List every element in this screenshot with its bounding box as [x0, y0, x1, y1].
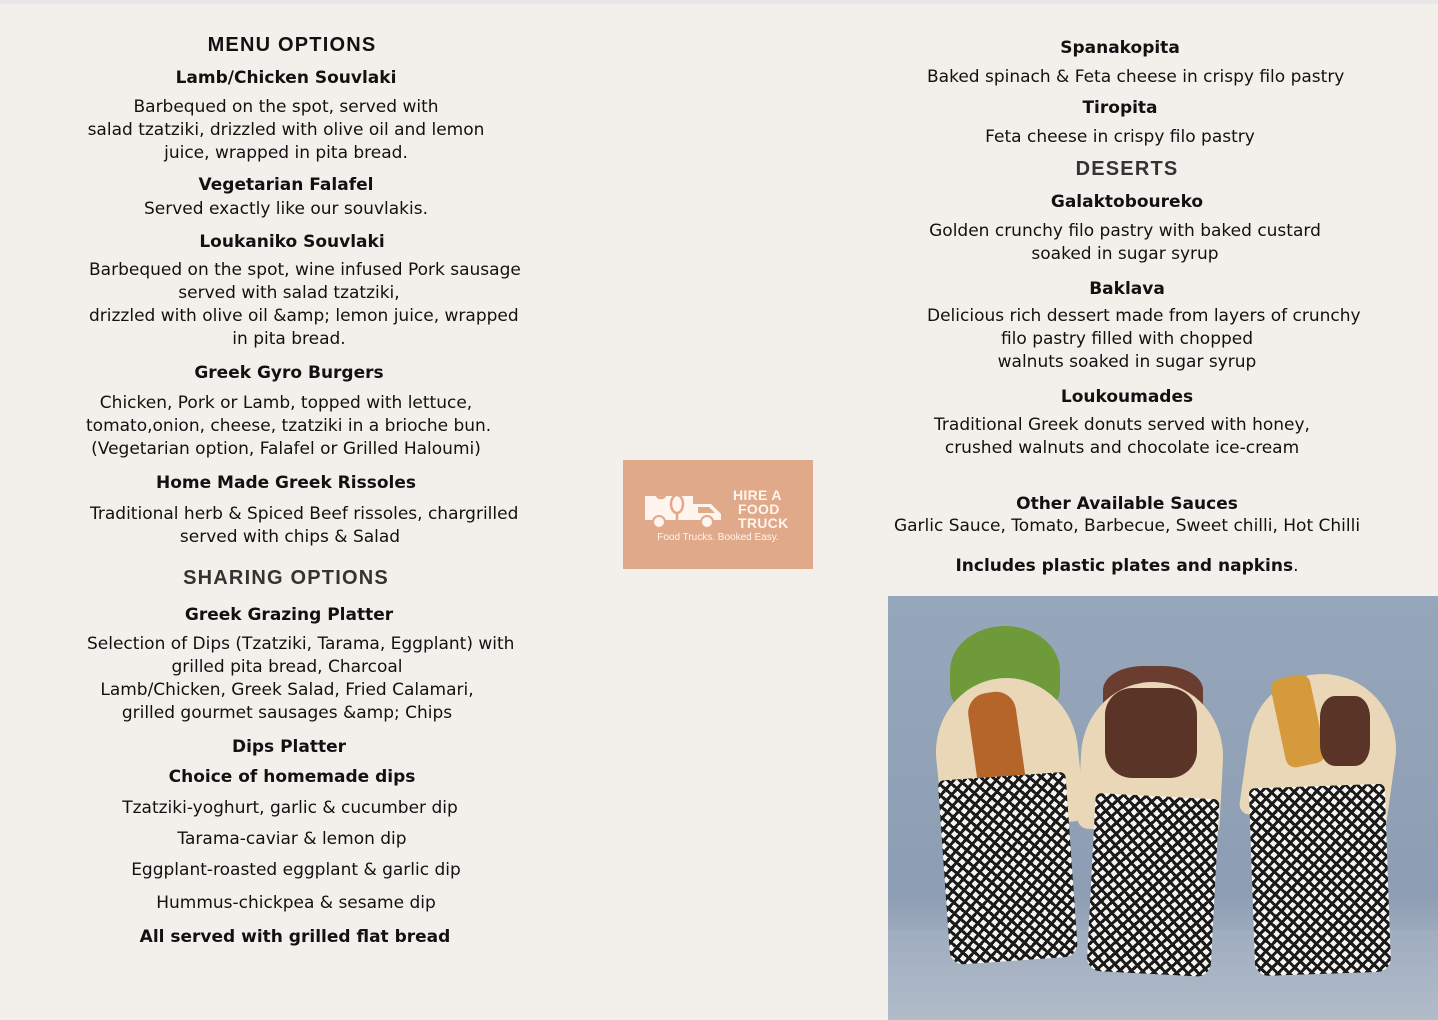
includes-text: Includes plastic plates and napkins [955, 556, 1294, 576]
dip-item: Hummus-chickpea & sesame dip [156, 893, 436, 913]
souvlaki-wrap [1238, 636, 1408, 981]
desc-line: Feta cheese in crispy filo pastry [985, 127, 1255, 147]
desc-line: walnuts soaked in sugar syrup [997, 352, 1257, 372]
desc-line: Baked spinach & Feta cheese in crispy filo pastry [927, 67, 1345, 87]
desert-desc-baklava [927, 305, 1361, 374]
item-title-greek-gyro-burgers: Greek Gyro Burgers [194, 363, 384, 383]
includes-note [927, 555, 1327, 578]
logo-tagline: Food Trucks. Booked Easy. [657, 532, 779, 543]
item-title-tiropita: Tiropita [1082, 98, 1158, 118]
dip-item: Tzatziki-yoghurt, garlic & cucumber dip [122, 798, 458, 818]
souvlaki-wrap [1073, 636, 1233, 981]
includes-period: . [1293, 556, 1299, 576]
item-desc-greek-grazing-platter [87, 633, 515, 725]
desc-line: crushed walnuts and chocolate ice-cream [944, 438, 1300, 458]
desert-desc-galaktoboureko [925, 220, 1325, 266]
sharing-options-heading: SHARING OPTIONS [183, 567, 389, 589]
item-title-greek-grazing-platter: Greek Grazing Platter [184, 605, 394, 625]
item-desc-greek-gyro-burgers [86, 392, 492, 461]
item-desc-loukaniko-souvlaki [89, 259, 521, 351]
top-border [0, 0, 1438, 4]
desc-line: (Vegetarian option, Falafel or Grilled Haloumi) [91, 439, 481, 459]
souvlaki-wraps-photo [888, 596, 1438, 1020]
dip-item: Eggplant-roasted eggplant & garlic dip [131, 860, 461, 880]
item-desc-vegetarian-falafel [86, 198, 486, 221]
desc-line: Golden crunchy filo pastry with baked custard [929, 221, 1321, 241]
desert-desc-loukoumades [922, 414, 1322, 460]
desert-title-baklava: Baklava [1089, 279, 1165, 299]
desc-line: Barbequed on the spot, wine infused Pork sausage [89, 260, 521, 280]
desc-line: Selection of Dips (Tzatziki, Tarama, Eggplant) with [87, 634, 515, 654]
logo-line-3: TRUCK [738, 515, 789, 531]
item-desc-tiropita [920, 126, 1320, 149]
desc-line: filo pastry filled with chopped [1000, 329, 1254, 349]
food-truck-icon [641, 482, 731, 532]
desc-line: Chicken, Pork or Lamb, topped with lettuce, [99, 393, 473, 413]
desc-line: Delicious rich dessert made from layers of crunchy [927, 306, 1361, 326]
desert-title-galaktoboureko: Galaktoboureko [1050, 192, 1204, 212]
logo-line-1: HIRE A [733, 487, 782, 503]
item-title-vegetarian-falafel: Vegetarian Falafel [198, 175, 374, 195]
desc-line: salad tzatziki, drizzled with olive oil and lemon [87, 120, 485, 140]
dip-item: Tarama-caviar & lemon dip [177, 829, 407, 849]
desc-line: served with salad tzatziki, [178, 283, 400, 303]
dips-footer: All served with grilled flat bread [139, 927, 451, 947]
desc-line: Traditional Greek donuts served with honey, [934, 415, 1310, 435]
desc-line: in pita bread. [232, 329, 346, 349]
desc-line: grilled pita bread, Charcoal [171, 657, 403, 677]
desc-line: Served exactly like our souvlakis. [144, 199, 428, 219]
item-desc-greek-rissoles [90, 503, 519, 549]
item-title-lamb-chicken-souvlaki: Lamb/Chicken Souvlaki [175, 68, 397, 88]
desc-line: Lamb/Chicken, Greek Salad, Fried Calamari, [100, 680, 474, 700]
desc-line: soaked in sugar syrup [1031, 244, 1219, 264]
item-desc-spanakopita [927, 66, 1345, 89]
souvlaki-wrap [928, 626, 1088, 976]
item-title-loukaniko-souvlaki: Loukaniko Souvlaki [199, 232, 385, 252]
deserts-heading: DESERTS [1075, 158, 1179, 180]
item-desc-lamb-chicken-souvlaki [86, 96, 486, 165]
item-title-spanakopita: Spanakopita [1060, 38, 1180, 58]
desc-line: Barbequed on the spot, served with [133, 97, 439, 117]
desc-line: grilled gourmet sausages &amp; Chips [121, 703, 453, 723]
item-title-dips-platter: Dips Platter [231, 737, 347, 757]
desert-title-loukoumades: Loukoumades [1060, 387, 1194, 407]
item-title-greek-rissoles: Home Made Greek Rissoles [155, 473, 416, 493]
desc-line: tomato,onion, cheese, tzatziki in a brioche bun. [86, 416, 492, 436]
logo-line-2: FOOD [738, 501, 780, 517]
desc-line: drizzled with olive oil &amp; lemon juice, wrapped [89, 306, 519, 326]
sauces-list: Garlic Sauce, Tomato, Barbecue, Sweet chilli, Hot Chilli [893, 516, 1361, 536]
desc-line: served with chips & Salad [179, 527, 401, 547]
desc-line: juice, wrapped in pita bread. [164, 143, 408, 163]
desc-line: Traditional herb & Spiced Beef rissoles, chargrilled [90, 504, 519, 524]
sauces-heading: Other Available Sauces [1016, 494, 1238, 514]
menu-options-heading: MENU OPTIONS [207, 34, 377, 56]
hire-a-food-truck-logo [623, 460, 813, 569]
dips-choice-label: Choice of homemade dips [168, 767, 416, 787]
